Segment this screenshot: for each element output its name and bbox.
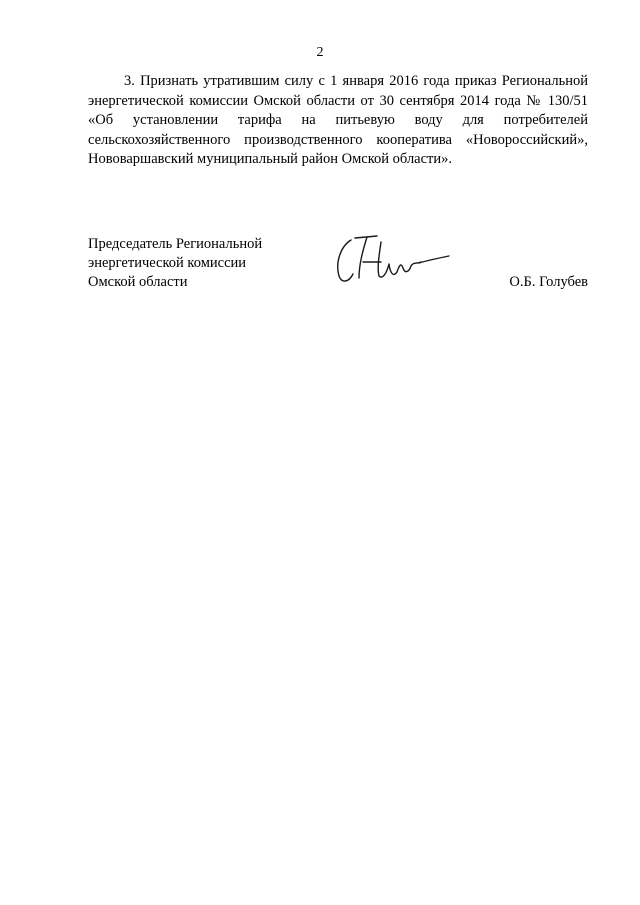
signer-title-line-2: энергетической комиссии: [88, 255, 247, 271]
signer-title-line-1: Председатель Региональной: [88, 236, 263, 252]
handwritten-signature-icon: [333, 232, 453, 292]
signer-title-line-3: Омской области: [88, 274, 188, 290]
clause-3-paragraph: 3. Признать утратившим силу с 1 января 2016 года приказ Региональной энергетической комиссии Омской области от 30 сентября 2014 года № 130/51 «Об установлении тарифа на питьевую воду для потребителей сельскохозяйственного производственного кооператива «Новороссийский», Нововаршавский муниципальный район Омской области».: [88, 73, 588, 167]
signer-name: О.Б. Голубев: [509, 274, 588, 290]
page-number: 2: [316, 45, 324, 60]
signer-title: [88, 235, 308, 292]
